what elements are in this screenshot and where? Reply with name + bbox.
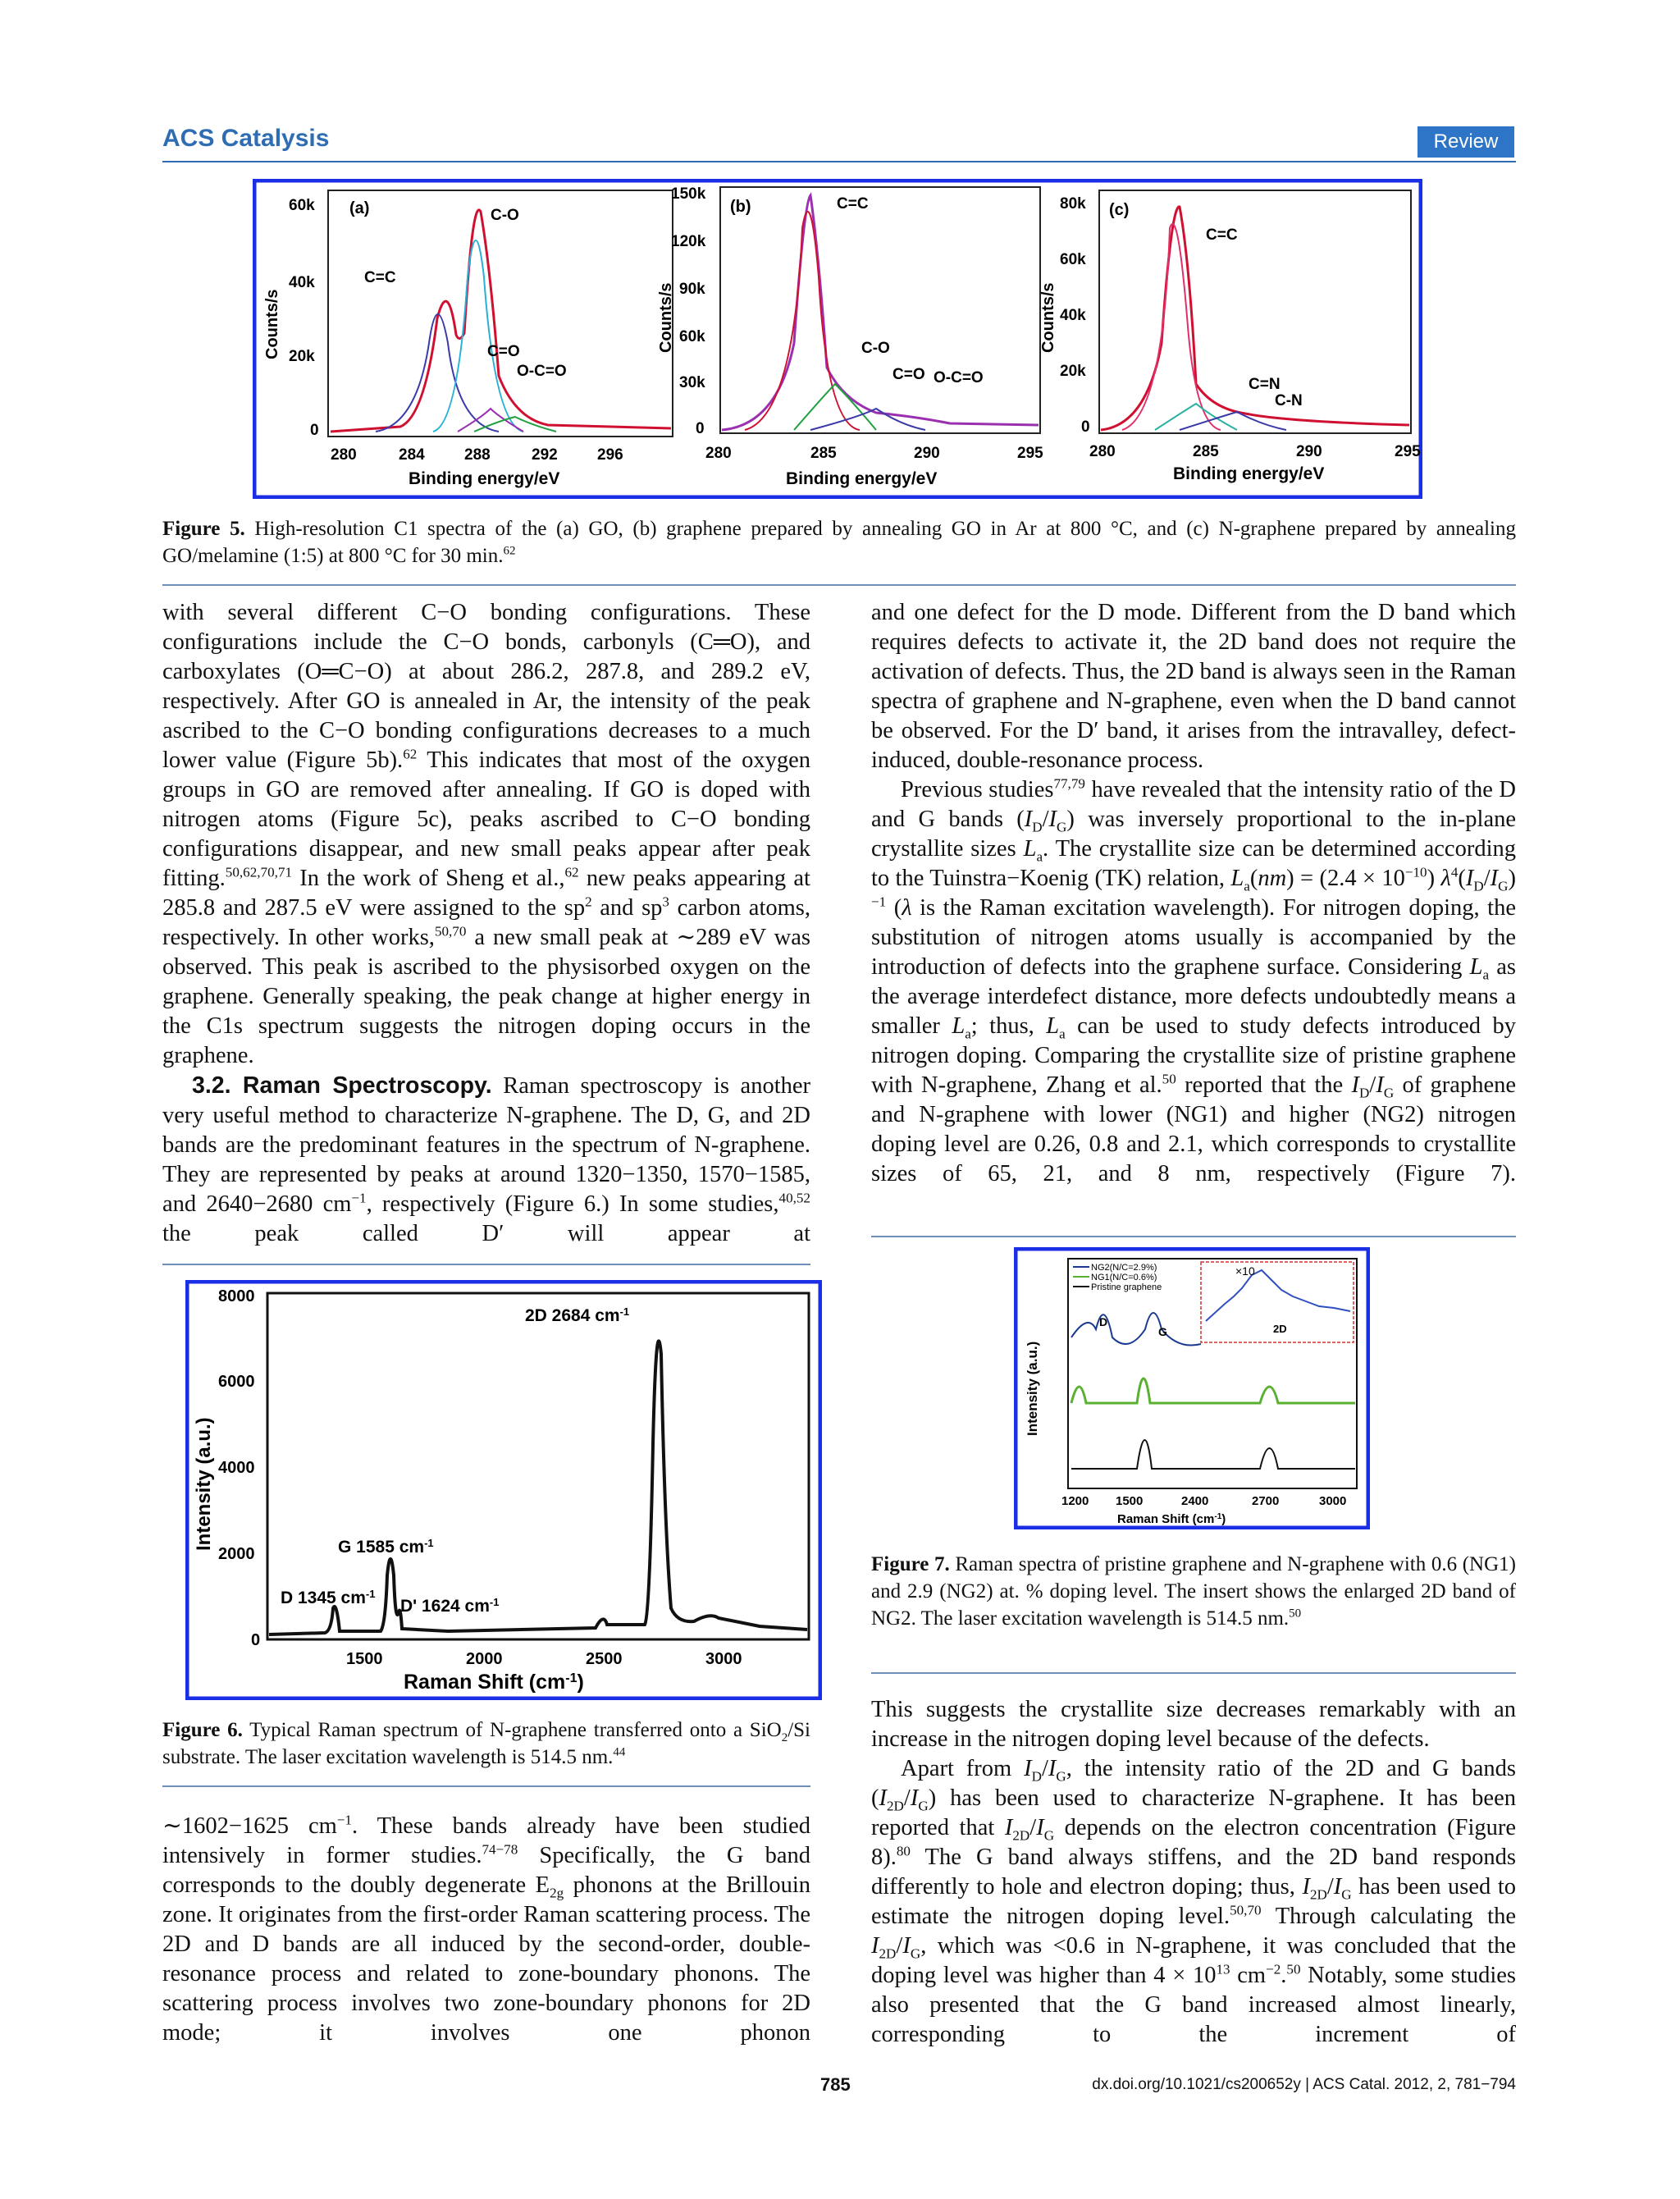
figure-6-caption: Figure 6. Typical Raman spectrum of N-graphene transferred onto a SiO$_2$/Si substrate. The laser excitation wavelength is 514.5 nm.$^{44}$ [162,1719,810,1768]
caption-text: Raman spectra of pristine graphene and N-graphene with 0.6 (NG1) and 2.9 (NG2) at. % doping level. The insert shows the enlarged 2D band of NG2. The laser excitation wavelength is 514.5 nm. [871,1553,1516,1630]
peak-label: D 1345 cm [281,1589,366,1607]
figure-5 [253,179,1422,499]
caption-rule [162,584,1516,586]
y-tick: 40k [1060,307,1086,324]
y-tick: 60k [289,197,315,214]
caption-label: Figure 7. [871,1553,950,1575]
x-axis-label: Binding energy/eV [1173,464,1325,483]
band-label: G [1158,1325,1167,1338]
x-tick: 295 [1395,443,1421,460]
x-tick: 1500 [346,1650,383,1668]
y-axis-label: Counts/s [263,289,281,359]
x-tick: 296 [597,446,623,464]
y-tick: 60k [679,328,705,345]
caption-label: Figure 6. [162,1719,243,1741]
caption-label: Figure 5. [162,518,245,540]
y-tick: 150k [671,185,706,203]
x-tick: 280 [331,446,357,464]
x-tick: 2500 [586,1650,623,1668]
caption-text: High-resolution C1 spectra of the (a) GO, (b) graphene prepared by annealing GO in Ar at 800 °C, and (c) N-graphene prepared by annealing GO/melamine (1:5) at 800 °C for 30 min. [162,518,1516,567]
svg-text:Raman Shift (cm-1): Raman Shift $(cm^{-1})$ [1117,1511,1226,1526]
peak-label: C=O [892,366,925,383]
caption-text: Typical Raman spectrum of N-graphene transferred onto a SiO [242,1719,782,1741]
peak-label: C=C [1206,226,1238,244]
figure-5-caption: Figure 5. High-resolution C1 spectra of the (a) GO, (b) graphene prepared by annealing GO in Ar at 800 °C, and (c) N-graphene prepared by annealing GO/melamine (1:5) at 800 °C for 30 min.$^{62}$ [162,518,1516,567]
caption-rule [871,1672,1516,1674]
y-tick: 60k [1060,251,1086,268]
legend-entry: Pristine graphene [1091,1282,1162,1292]
x-axis-label: Raman Shift (cm [1117,1512,1215,1526]
x-tick: 285 [810,445,837,462]
review-badge: Review [1418,126,1514,158]
panel-tag: (b) [730,198,751,216]
x-axis-label: Binding energy/eV [786,469,938,488]
x-axis-label: Raman Shift (cm [404,1671,566,1694]
legend-entry: NG2(N/C=2.9%) [1091,1263,1157,1273]
peak-label: C-N [1275,392,1303,409]
peak-label: C-O [491,207,519,224]
peak-label: D' 1624 cm [400,1597,490,1616]
peak-label: G 1585 cm [338,1538,425,1557]
doi-citation[interactable]: dx.doi.org/10.1021/cs200652y | ACS Catal. 2012, 2, 781−794 [1092,2076,1516,2093]
y-tick: 40k [289,274,315,291]
y-tick: 0 [1081,418,1090,436]
panel-tag: (c) [1109,201,1130,219]
body-text-right-top: and one defect for the D mode. Different from the D band which requires defects to activate it, the 2D band does not require the activation of defects. Thus, the 2D band is always seen in the Raman spectra of graphene and N-graphene, even when the D band cannot be observed. For the D′ band, it arises from the intravalley, defect-induced, double-resonance process. Previous studies$^{77,79}$ have revealed that the intensity ratio of the D and G bands $(I_D/I_G)$ was inversely proportional to the in-plane crystallite sizes $L_a$. The crystallite size can be determined according to the Tuinstra−Koenig (TK) relation, $L_a(nm) = (2.4 \times 10^{-10})$ $\lambda^4(I_D/I_G)^{-1}$ (λ is the Raman excitation wavelength). For nitrogen doping, the substitution of nitrogen atoms usually is accompanied by the introduction of defects into the graphene surface. Considering $L_a$ as the average interdefect distance, more defects undoubtedly means a smaller $L_a$; thus, $L_a$ can be used to study defects introduced by nitrogen doping. Comparing the crystallite size of pristine graphene with N-graphene, Zhang et al.$^{50}$ reported that the $I_D/I_G$ of graphene and N-graphene with lower (NG1) and higher (NG2) nitrogen doping level are 0.26, 0.8 and 2.1, which corresponds to crystallite sizes of 65, 21, and 8 nm, respectively (Figure 7). [871,600,1516,1186]
x-tick: 288 [464,446,491,464]
x-tick: 1500 [1116,1494,1144,1508]
svg-text:Raman Shift (cm-1): Raman Shift $(cm^{-1})$ [404,1671,584,1694]
inset-magnification: ×10 [1235,1264,1255,1278]
peak-label: C-O [861,340,890,357]
header-rule [162,161,1516,162]
page-number: 785 [820,2074,851,2095]
peak-label: 2D 2684 cm [525,1306,620,1325]
y-axis-label: Intensity (a.u.) [193,1417,215,1551]
body-text-left-bottom: ∼1602−1625 $cm^{-1}$. These bands already have been studied intensively in former studies.$^{74-78}$ Specifically, the G band corresponds to the doubly degenerate $E_{2g}$ phonons at the Brillouin zone. It originates from the first-order Raman scattering process. The 2D and D bands are all induced by the second-order, double-resonance process and related to zone-boundary phonons. The scattering process involves two zone-boundary phonons for 2D mode; it involves one phonon [162,1812,811,2046]
svg-text:D' 1624 cm-1: D' 1624 $cm^{-1}$ [400,1595,500,1616]
peak-label: C=O [487,343,520,360]
x-axis-label: Binding energy/eV [409,469,560,488]
column-rule [162,1264,810,1265]
y-tick: 30k [679,374,705,391]
x-tick: 280 [1089,443,1116,460]
y-tick: 8000 [218,1287,255,1305]
figure-7-caption: Figure 7. Raman spectra of pristine graphene and N-graphene with 0.6 (NG1) and 2.9 (NG2) at. % doping level. The insert shows the enlarged 2D band of NG2. The laser excitation wavelength is 514.5 nm.$^{50}$ [871,1553,1516,1630]
y-tick: 0 [251,1631,261,1649]
peak-label: C=C [364,269,396,286]
y-axis-label: Intensity (a.u.) [1025,1341,1040,1436]
legend-entry: NG1(N/C=0.6%) [1091,1273,1157,1282]
x-tick: 284 [399,446,425,464]
svg-text:2D 2684 cm-1: 2D 2684 $cm^{-1}$ [525,1305,630,1325]
y-tick: 120k [671,233,706,250]
y-tick: 2000 [218,1545,255,1563]
peak-label: O-C=O [517,363,567,380]
y-tick: 0 [310,422,319,439]
y-tick: 0 [696,420,705,437]
y-tick: 80k [1060,195,1086,213]
x-tick: 285 [1193,443,1219,460]
x-tick: 290 [914,445,940,462]
column-rule [871,1236,1516,1237]
x-tick: 1200 [1061,1494,1089,1508]
peak-label: C=N [1249,376,1281,393]
journal-title: ACS Catalysis [162,125,330,152]
x-tick: 290 [1296,443,1322,460]
y-tick: 6000 [218,1373,255,1391]
x-tick: 295 [1017,445,1043,462]
y-tick: 90k [679,281,705,298]
panel-tag: (a) [349,199,370,217]
y-tick: 20k [289,348,315,365]
figure-7 [1014,1247,1370,1529]
peak-label: O-C=O [934,369,984,386]
y-axis-label: Counts/s [1039,282,1057,353]
svg-text:D 1345 cm-1: D 1345 $cm^{-1}$ [281,1587,376,1607]
band-label: 2D [1273,1323,1287,1335]
x-tick: 3000 [705,1650,742,1668]
x-tick: 3000 [1319,1494,1347,1508]
svg-text:G 1585 cm-1: G 1585 $cm^{-1}$ [338,1536,434,1557]
x-tick: 292 [532,446,558,464]
band-label: D [1099,1315,1108,1328]
figure-6 [185,1280,822,1700]
y-tick: 4000 [218,1459,255,1477]
x-tick: 2700 [1252,1494,1280,1508]
peak-label: C=C [837,195,869,213]
caption-rule [162,1785,810,1787]
x-tick: 2400 [1181,1494,1209,1508]
y-axis-label: Counts/s [657,282,675,353]
y-tick: 20k [1060,363,1086,380]
body-text-left-top: with several different C−O bonding configurations. These configurations include the C−O bonds, carbonyls (C═O), and carboxylates (O═C−O) at about 286.2, 287.8, and 289.2 eV, respectively. After GO is annealed in Ar, the intensity of the peak ascribed to the C−O bonding configurations decreases to a much lower value (Figure 5b).$^{62}$ This indicates that most of the oxygen groups in GO are removed after annealing. If GO is doped with nitrogen atoms (Figure 5c), peaks ascribed to C−O bonding configurations disappear, and new small peaks appear after peak fitting.$^{50,62,70,71}$ In the work of Sheng et al.,$^{62}$ new peaks appearing at 285.8 and 287.5 eV were assigned to the $sp^2$ and $sp^3$ carbon atoms, respectively. In other works,$^{50,70}$ a new small peak at ∼289 eV was observed. This peak is ascribed to the physisorbed oxygen on the graphene. Generally speaking, the peak change at higher energy in the C1s spectrum suggests the nitrogen doping occurs in the graphene. 3.2. Raman Spectroscopy. Raman spectroscopy is another very useful method to characterize N-graphene. The D, G, and 2D bands are the predominant features in the spectrum of N-graphene. They are represented by peaks at around 1320−1350, 1570−1585, and 2640−2680 $cm^{-1}$, respectively (Figure 6.) In some studies,$^{40,52}$ the peak called D′ will appear at [162,600,811,1246]
x-tick: 280 [705,445,732,462]
body-text-right-bottom: This suggests the crystallite size decreases remarkably with an increase in the nitrogen doping level because of the defects. Apart from $I_D/I_G$, the intensity ratio of the 2D and G bands $(I_{2D}/I_G)$ has been used to characterize N-graphene. It has been reported that $I_{2D}/I_G$ depends on the electron concentration (Figure 8).$^{80}$ The G band always stiffens, and the 2D band responds differently to hole and electron doping; thus, $I_{2D}/I_G$ has been used to estimate the nitrogen doping level.$^{50,70}$ Through calculating the $I_{2D}/I_G$, which was <0.6 in N-graphene, it was concluded that the doping level was higher than $4 \times 10^{13}$ $cm^{-2}.^{50}$ Notably, some studies also presented that the G band increased almost linearly, corresponding to the increment of [871,1697,1517,2047]
x-tick: 2000 [466,1650,503,1668]
